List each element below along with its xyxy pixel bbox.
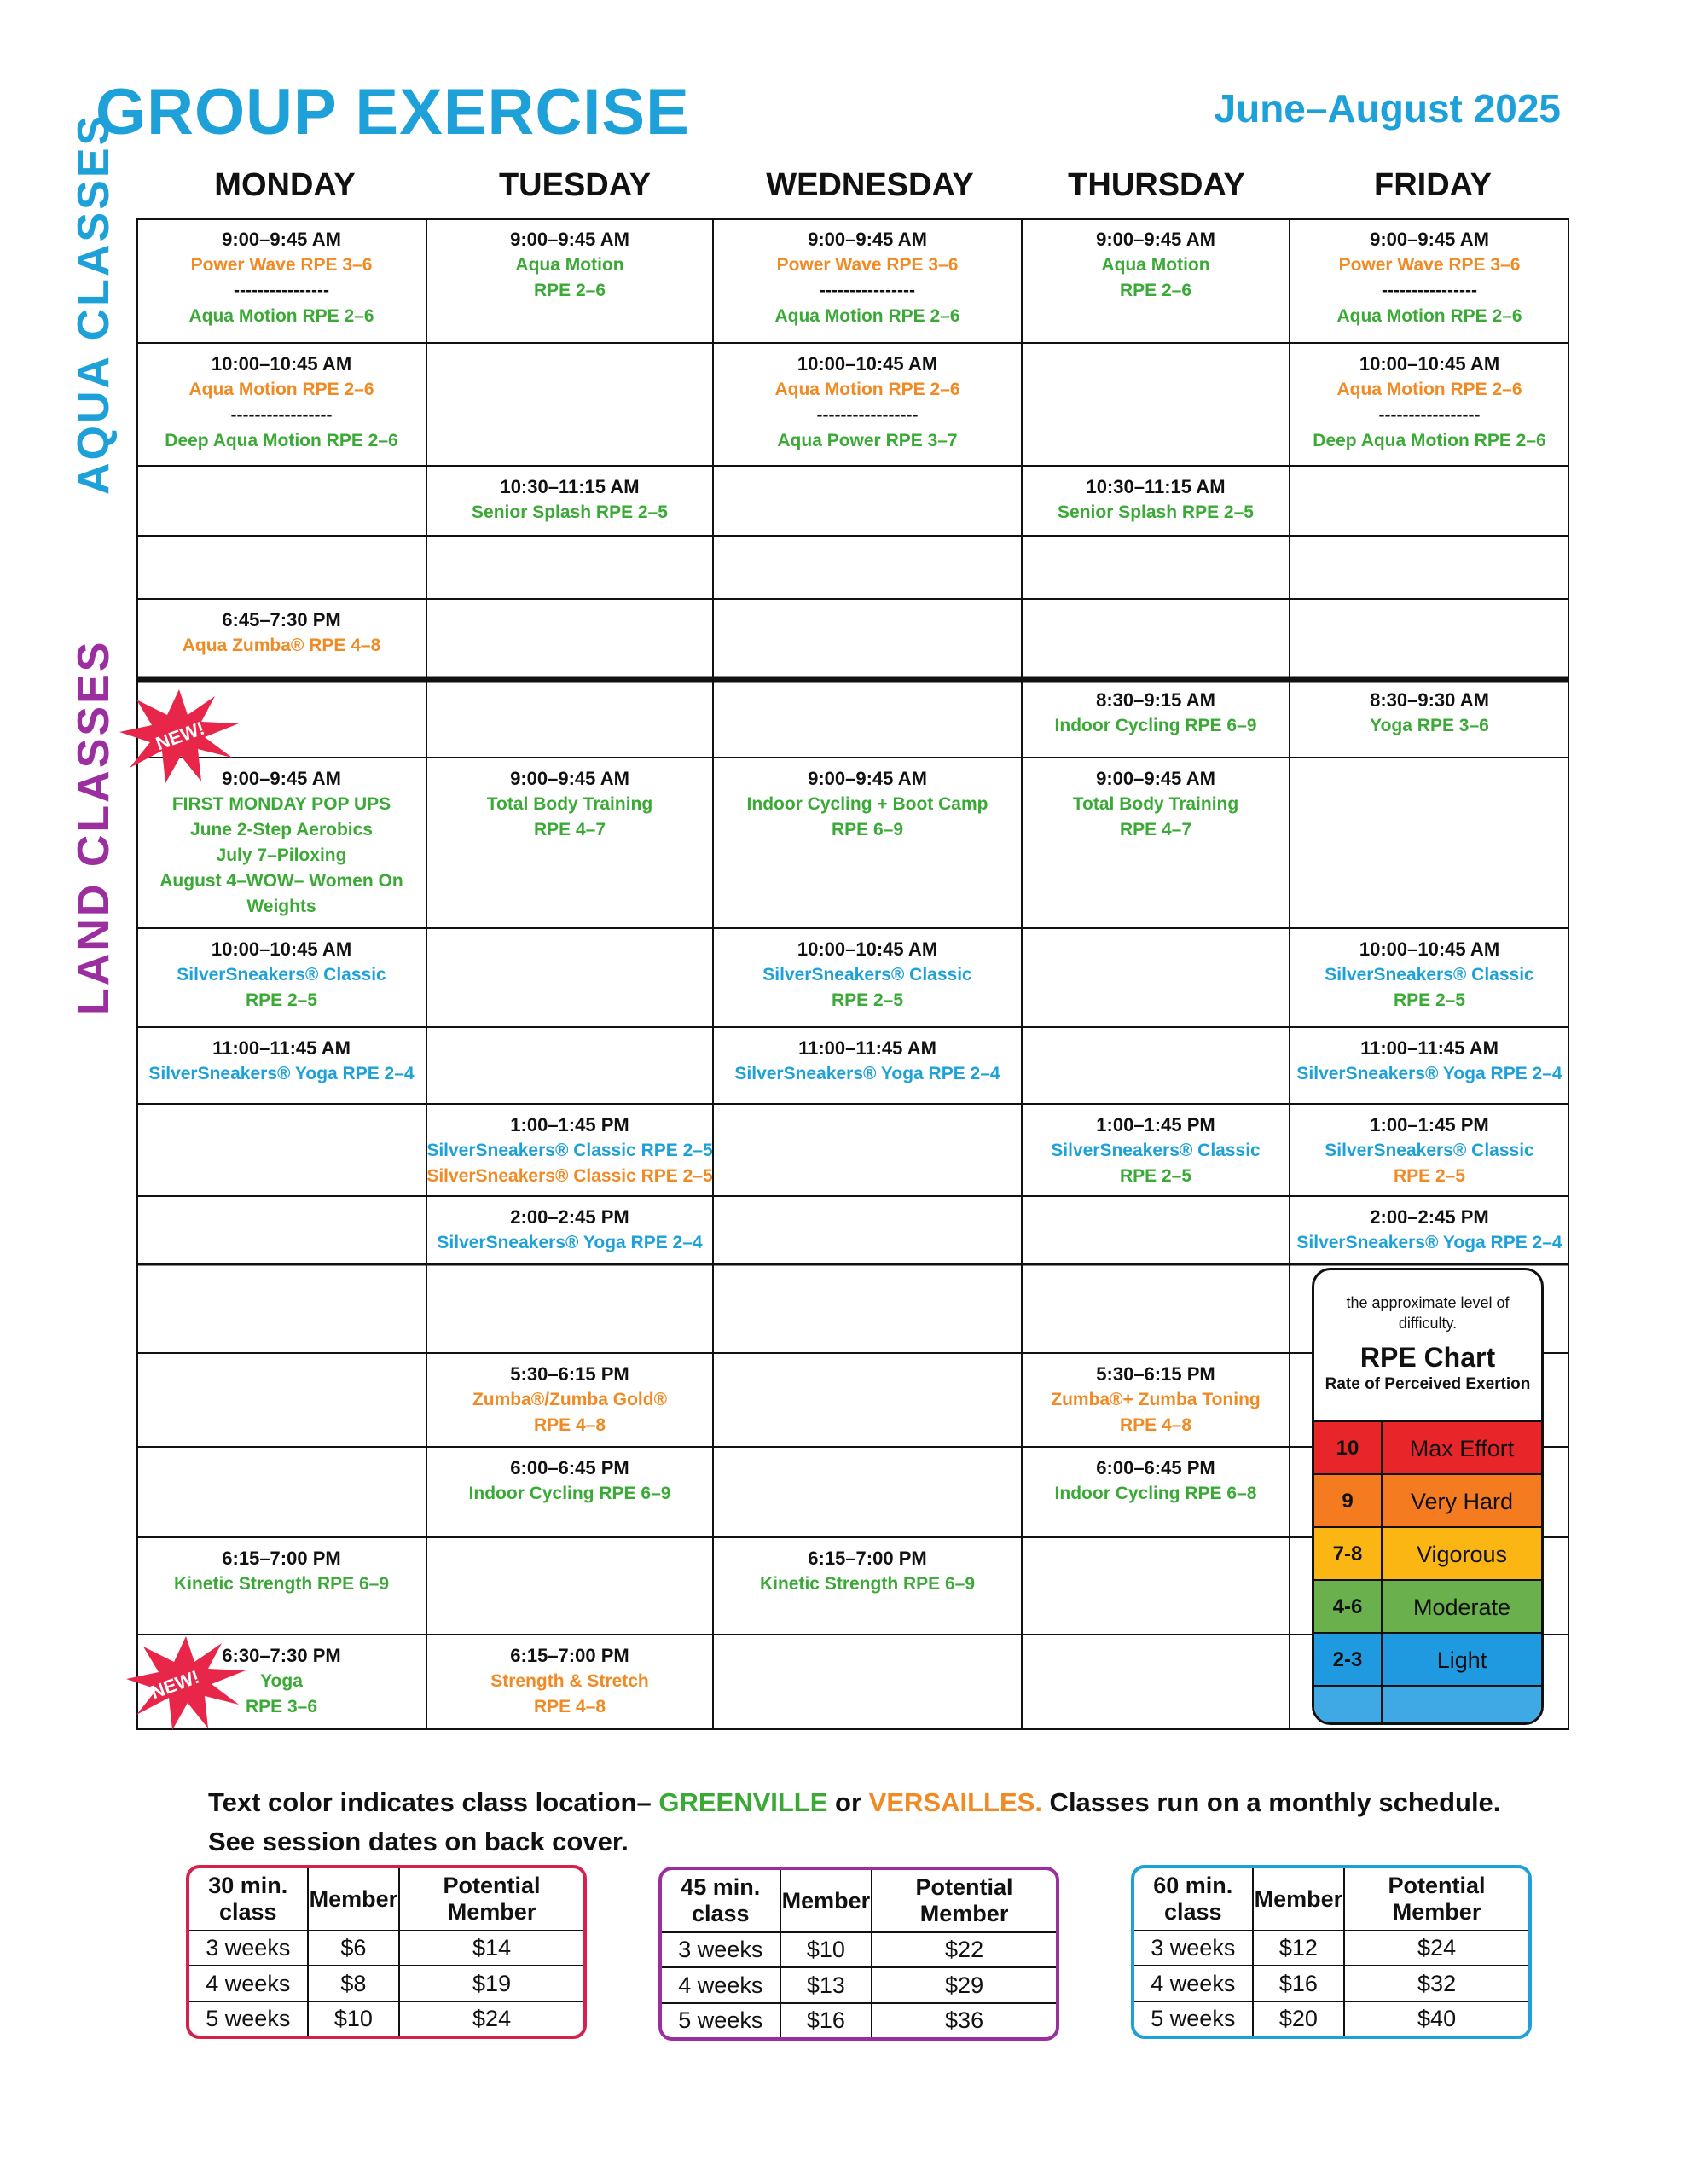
class-cell [1022, 466, 1290, 536]
pricing-header-cell: 45 min. class [662, 1870, 780, 1932]
class-time: 10:00–10:45 AM [797, 938, 938, 960]
pricing-value: $16 [1253, 1966, 1345, 2001]
pricing-header-cell: Member [308, 1868, 400, 1931]
class-time: 10:30–11:15 AM [500, 476, 640, 497]
class-time: 6:15–7:00 PM [510, 1645, 629, 1666]
class-name: Aqua Zumba® RPE 4–8 [182, 636, 381, 655]
day-header-wednesday: WEDNESDAY [766, 167, 974, 203]
class-time: 1:00–1:45 PM [1370, 1114, 1489, 1136]
class-name: RPE 2–6 [533, 281, 606, 300]
class-name: RPE 2–5 [831, 990, 904, 1010]
note-schedule: Classes run on a monthly schedule. [1041, 1787, 1501, 1817]
pricing-duration: 4 weeks [1134, 1966, 1253, 2001]
class-cell [426, 1104, 713, 1196]
note-session-dates: See session dates on back cover. [208, 1827, 629, 1856]
class-cell [426, 218, 713, 343]
pricing-row [1134, 1966, 1528, 2001]
land-classes-label: LAND CLASSES [69, 639, 119, 1015]
class-cell [426, 758, 713, 928]
pricing-duration: 4 weeks [189, 1966, 308, 2001]
class-time: 11:00–11:45 AM [212, 1037, 351, 1059]
schedule-dates: June–August 2025 [1214, 86, 1561, 131]
class-name: August 4–WOW– Women On [159, 871, 403, 891]
pricing-header-cell: Potential Member [1344, 1868, 1528, 1931]
pricing-row [189, 2001, 583, 2036]
pricing-row [1134, 1931, 1528, 1966]
class-name: Indoor Cycling RPE 6–8 [1054, 1484, 1257, 1503]
new-badge-label: NEW! [148, 1665, 202, 1704]
class-separator: ---------------- [234, 281, 329, 300]
class-cell [1290, 1027, 1569, 1104]
class-name: SilverSneakers® Classic [1325, 965, 1534, 985]
pricing-table-60min [1131, 1865, 1532, 2039]
class-time: 1:00–1:45 PM [510, 1114, 629, 1136]
class-name: SilverSneakers® Yoga RPE 2–4 [148, 1064, 415, 1083]
class-time: 11:00–11:45 AM [1360, 1037, 1499, 1059]
class-cell [1022, 758, 1290, 928]
pricing-row [189, 1966, 583, 2001]
class-name: RPE 4–8 [533, 1697, 606, 1716]
class-cell [713, 1537, 1022, 1635]
class-name: SilverSneakers® Classic RPE 2–5 [426, 1166, 713, 1186]
class-name: SilverSneakers® Classic [762, 965, 972, 985]
pricing-row [1134, 2001, 1528, 2036]
pricing-duration: 3 weeks [662, 1932, 780, 1967]
pricing-header-cell: 30 min. class [189, 1868, 308, 1931]
rpe-level-label: Very Hard [1410, 1488, 1514, 1514]
class-cell [136, 1537, 426, 1635]
rpe-level-number [1314, 1687, 1383, 1725]
class-name: SilverSneakers® Yoga RPE 2–4 [1296, 1233, 1562, 1252]
day-header-thursday: THURSDAY [1068, 167, 1245, 203]
class-name: Deep Aqua Motion RPE 2–6 [1313, 431, 1546, 450]
new-badge-monday-pm [126, 1636, 246, 1730]
rpe-subtitle: Rate of Perceived Exertion [1325, 1375, 1531, 1393]
class-name: SilverSneakers® Yoga RPE 2–4 [1296, 1064, 1562, 1083]
class-cell [713, 343, 1022, 466]
class-time: 6:00–6:45 PM [510, 1457, 629, 1478]
class-name: Senior Splash RPE 2–5 [472, 502, 668, 522]
rpe-level-row [1314, 1473, 1541, 1528]
pricing-duration: 3 weeks [1134, 1931, 1253, 1966]
class-name: RPE 2–5 [245, 990, 318, 1010]
pricing-value: $32 [1344, 1966, 1528, 2001]
class-time: 6:30–7:30 PM [222, 1645, 341, 1666]
class-time: 9:00–9:45 AM [1096, 768, 1215, 789]
class-cell [1290, 1196, 1569, 1264]
class-name: FIRST MONDAY POP UPS [171, 794, 391, 814]
class-name: SilverSneakers® Classic [177, 965, 386, 985]
rpe-level-row [1314, 1420, 1541, 1475]
class-name: Aqua Motion RPE 2–6 [774, 306, 960, 326]
class-cell [136, 343, 426, 466]
class-cell [1290, 679, 1569, 758]
class-cell [1290, 218, 1569, 343]
class-name: Zumba®/Zumba Gold® [472, 1390, 668, 1409]
class-name: June 2-Step Aerobics [190, 820, 373, 839]
pricing-value: $40 [1344, 2001, 1528, 2036]
class-time: 6:45–7:30 PM [222, 609, 341, 630]
rpe-level-row [1314, 1526, 1541, 1581]
class-time: 10:00–10:45 AM [211, 938, 352, 960]
class-separator: ---------------- [1382, 281, 1477, 300]
class-name: RPE 2–5 [1393, 1166, 1466, 1186]
pricing-value: $22 [872, 1932, 1056, 1967]
page-title: GROUP EXERCISE [96, 76, 690, 148]
pricing-value: $20 [1253, 2001, 1345, 2036]
pricing-value: $6 [308, 1931, 400, 1966]
class-name: Indoor Cycling RPE 6–9 [1054, 716, 1257, 735]
pricing-table [1134, 1868, 1528, 2036]
class-name: Power Wave RPE 3–6 [190, 255, 373, 275]
class-cell [426, 1353, 713, 1447]
class-time: 10:00–10:45 AM [1359, 353, 1500, 375]
class-separator: ----------------- [816, 405, 919, 425]
class-name: Indoor Cycling + Boot Camp [746, 794, 988, 814]
rpe-level-row [1314, 1632, 1541, 1687]
pricing-header-cell: Potential Member [872, 1870, 1056, 1932]
pricing-row [662, 1967, 1056, 2002]
class-time: 11:00–11:45 AM [798, 1037, 936, 1059]
class-time: 2:00–2:45 PM [510, 1206, 629, 1228]
class-cell [426, 1196, 713, 1264]
pricing-value: $13 [780, 1967, 872, 2002]
class-cell [136, 1027, 426, 1104]
class-time: 10:30–11:15 AM [1086, 476, 1226, 497]
class-cell [426, 1447, 713, 1537]
pricing-table-45min [658, 1867, 1059, 2041]
class-time: 6:15–7:00 PM [222, 1548, 341, 1569]
class-name: RPE 3–6 [245, 1697, 318, 1716]
rpe-chart [1312, 1268, 1544, 1725]
class-name: Kinetic Strength RPE 6–9 [173, 1574, 390, 1594]
pricing-value: $10 [780, 1932, 872, 1967]
class-time: 6:15–7:00 PM [808, 1548, 927, 1569]
class-time: 9:00–9:45 AM [1096, 229, 1215, 250]
class-name: Kinetic Strength RPE 6–9 [759, 1574, 976, 1594]
class-cell [1290, 1104, 1569, 1196]
class-separator: ---------------- [820, 281, 915, 300]
pricing-table [189, 1868, 583, 2036]
class-name: Aqua Motion RPE 2–6 [188, 306, 374, 326]
class-name: Aqua Motion [515, 255, 624, 275]
class-separator: ----------------- [1378, 405, 1481, 425]
class-time: 6:00–6:45 PM [1096, 1457, 1215, 1478]
rpe-level-label: Max Effort [1409, 1435, 1515, 1461]
note-greenville: GREENVILLE [658, 1787, 828, 1817]
pricing-table-30min [186, 1865, 587, 2039]
class-cell [1022, 1447, 1290, 1537]
class-name: Power Wave RPE 3–6 [1338, 255, 1521, 275]
class-name: RPE 4–8 [533, 1415, 606, 1435]
day-header-friday: FRIDAY [1374, 167, 1492, 203]
class-cell [136, 599, 426, 679]
class-cell [136, 218, 426, 343]
class-cell [426, 466, 713, 536]
class-time: 9:00–9:45 AM [222, 229, 341, 250]
pricing-header-cell: 60 min. class [1134, 1868, 1253, 1931]
class-name: Yoga [260, 1671, 303, 1691]
class-name: RPE 4–7 [1119, 820, 1192, 839]
class-cell [1022, 1353, 1290, 1447]
class-name: Aqua Motion RPE 2–6 [1336, 306, 1522, 326]
pricing-row [662, 1932, 1056, 1967]
rpe-level-number: 4-6 [1314, 1581, 1383, 1634]
class-time: 8:30–9:15 AM [1096, 689, 1215, 711]
pricing-duration: 5 weeks [662, 2003, 780, 2037]
pricing-value: $16 [780, 2003, 872, 2037]
pricing-value: $29 [872, 1967, 1056, 2002]
pricing-duration: 4 weeks [662, 1967, 780, 2002]
pricing-value: $12 [1253, 1931, 1345, 1966]
pricing-duration: 3 weeks [189, 1931, 308, 1966]
class-cell [1022, 679, 1290, 758]
class-name: SilverSneakers® Yoga RPE 2–4 [437, 1233, 703, 1252]
pricing-row [662, 2003, 1056, 2037]
class-cell [713, 928, 1022, 1027]
pricing-header-cell: Member [1253, 1868, 1345, 1931]
day-header-tuesday: TUESDAY [498, 167, 652, 203]
pricing-duration: 5 weeks [1134, 2001, 1253, 2036]
class-name: Weights [246, 897, 316, 916]
class-name: Deep Aqua Motion RPE 2–6 [165, 431, 398, 450]
note-versailles: VERSAILLES. [868, 1787, 1042, 1817]
location-note [208, 1783, 1500, 1862]
class-name: RPE 4–7 [533, 820, 606, 839]
note-text: Text color indicates class location– [208, 1787, 659, 1817]
pricing-value: $10 [308, 2001, 400, 2036]
class-name: RPE 2–5 [1393, 990, 1466, 1010]
note-or: or [827, 1787, 869, 1817]
rpe-level-row [1314, 1685, 1541, 1725]
new-badge-monday-am [119, 689, 239, 783]
rpe-level-number: 7-8 [1314, 1528, 1383, 1581]
rpe-level-label: Light [1436, 1647, 1487, 1673]
rpe-level-number: 9 [1314, 1475, 1383, 1528]
class-name: Aqua Power RPE 3–7 [777, 431, 958, 450]
class-time: 9:00–9:45 AM [510, 768, 629, 789]
class-name: Total Body Training [1072, 794, 1239, 814]
class-cell [1290, 343, 1569, 466]
class-name: SilverSneakers® Yoga RPE 2–4 [734, 1064, 1000, 1083]
class-time: 5:30–6:15 PM [1096, 1363, 1215, 1385]
class-name: Senior Splash RPE 2–5 [1058, 502, 1254, 522]
class-cell [1290, 928, 1569, 1027]
class-cell [1022, 218, 1290, 343]
pricing-header-cell: Potential Member [399, 1868, 583, 1931]
pricing-value: $24 [399, 2001, 583, 2036]
class-name: Zumba®+ Zumba Toning [1051, 1390, 1261, 1409]
class-time: 9:00–9:45 AM [1370, 229, 1489, 250]
pricing-value: $8 [308, 1966, 400, 2001]
class-time: 9:00–9:45 AM [222, 768, 341, 789]
class-name: SilverSneakers® Classic RPE 2–5 [426, 1141, 713, 1160]
class-time: 2:00–2:45 PM [1370, 1206, 1489, 1228]
class-time: 1:00–1:45 PM [1096, 1114, 1215, 1136]
pricing-row [189, 1931, 583, 1966]
rpe-level-number: 10 [1314, 1422, 1383, 1475]
aqua-classes-label: AQUA CLASSES [69, 113, 119, 495]
class-time: 10:00–10:45 AM [797, 353, 938, 375]
pricing-value: $14 [399, 1931, 583, 1966]
class-time: 9:00–9:45 AM [808, 229, 927, 250]
class-name: Strength & Stretch [490, 1671, 649, 1691]
class-cell [713, 1027, 1022, 1104]
class-separator: ----------------- [230, 405, 333, 425]
rpe-level-label [1383, 1687, 1541, 1725]
rpe-level-number: 2-3 [1314, 1634, 1383, 1687]
class-time: 5:30–6:15 PM [510, 1363, 629, 1385]
class-cell [1022, 1104, 1290, 1196]
rpe-level-label: Vigorous [1416, 1541, 1508, 1567]
pricing-value: $19 [399, 1966, 583, 2001]
pricing-table [662, 1870, 1056, 2037]
class-name: Total Body Training [486, 794, 653, 814]
class-name: Indoor Cycling RPE 6–9 [468, 1484, 671, 1503]
class-name: Aqua Motion RPE 2–6 [188, 380, 374, 399]
class-name: RPE 6–9 [831, 820, 904, 839]
class-cell [426, 1635, 713, 1730]
class-time: 10:00–10:45 AM [211, 353, 352, 375]
pricing-value: $24 [1344, 1931, 1528, 1966]
class-name: Power Wave RPE 3–6 [776, 255, 959, 275]
class-cell [136, 928, 426, 1027]
class-name: July 7–Piloxing [216, 845, 347, 865]
class-name: Aqua Motion RPE 2–6 [1336, 380, 1522, 399]
rpe-title: RPE Chart [1359, 1342, 1496, 1373]
class-name: RPE 2–5 [1119, 1166, 1192, 1186]
new-badge-label: NEW! [153, 717, 207, 755]
class-name: Aqua Motion [1101, 255, 1210, 275]
class-name: RPE 2–6 [1119, 281, 1192, 300]
class-name: RPE 4–8 [1119, 1415, 1192, 1435]
pricing-duration: 5 weeks [189, 2001, 308, 2036]
class-name: Yoga RPE 3–6 [1370, 716, 1489, 735]
class-name: SilverSneakers® Classic [1325, 1141, 1534, 1160]
class-name: Aqua Motion RPE 2–6 [774, 380, 960, 399]
class-time: 9:00–9:45 AM [510, 229, 629, 250]
class-time: 9:00–9:45 AM [808, 768, 927, 789]
class-cell [713, 758, 1022, 928]
class-name: SilverSneakers® Classic [1051, 1141, 1261, 1160]
pricing-header-cell: Member [780, 1870, 872, 1932]
rpe-caption: the approximate level of difficulty. [1346, 1294, 1510, 1332]
class-time: 8:30–9:30 AM [1370, 689, 1489, 711]
class-time: 10:00–10:45 AM [1359, 938, 1500, 960]
pricing-value: $36 [872, 2003, 1056, 2037]
class-cell [713, 218, 1022, 343]
day-header-monday: MONDAY [214, 167, 356, 203]
rpe-level-label: Moderate [1412, 1594, 1511, 1620]
rpe-level-row [1314, 1579, 1541, 1634]
